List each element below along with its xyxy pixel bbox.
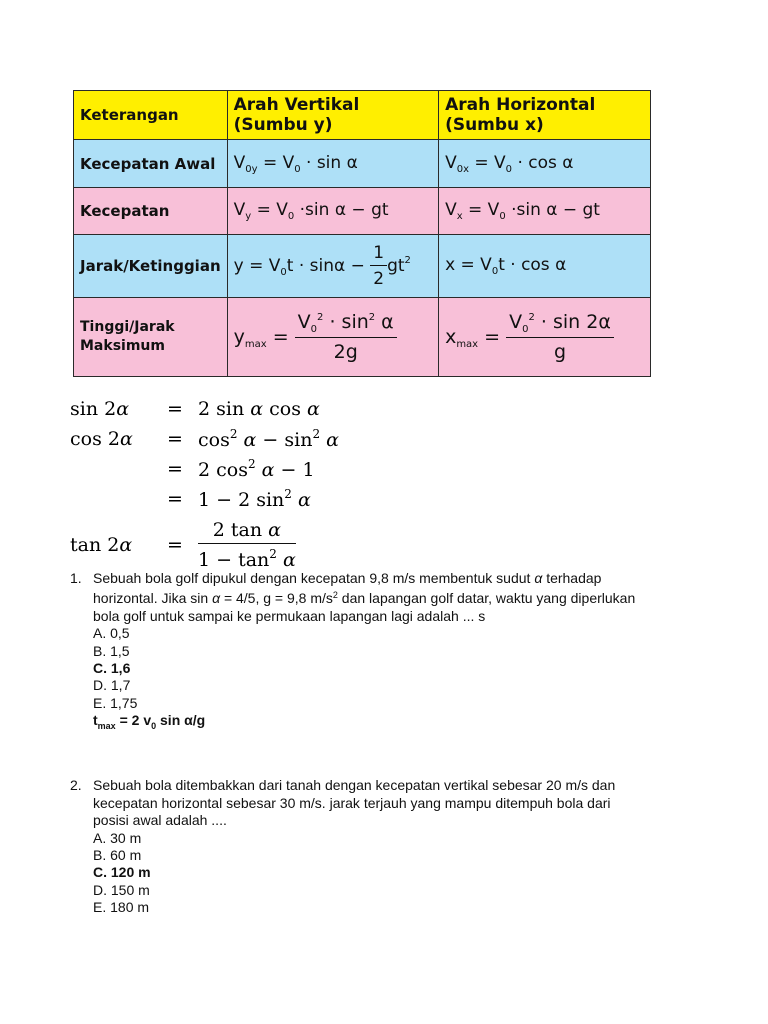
identity-tan2a: tan 2α = $\frac{\text{2 tan α}}{1 - \tan^2 \alpha}$ xyxy=(70,519,296,571)
option-e: E. 1,75 xyxy=(93,694,138,711)
option-c-correct: C. 1,6 xyxy=(93,660,131,677)
alpha-symbol: α xyxy=(534,570,543,586)
formula-vy: $V_y = V_0 \cdot\sin$ α − gt xyxy=(227,188,438,235)
row-label-line2: Maksimum xyxy=(80,338,165,354)
option-a: A. 30 m xyxy=(93,829,142,846)
table-row xyxy=(74,235,651,298)
row-label: Jarak/Ketinggian xyxy=(74,235,228,298)
question-text: posisi awal adalah .... xyxy=(93,812,227,829)
identity-cos2a: cos 2α = $\cos^2 \alpha - \sin^2 \alpha$ xyxy=(70,427,339,451)
question-text: terhadap xyxy=(546,570,602,586)
question-2 xyxy=(70,777,680,916)
row-label-line1: Tinggi/Jarak xyxy=(80,319,175,335)
option-a: A. 0,5 xyxy=(93,625,130,642)
table-row xyxy=(74,298,651,377)
question-text: horizontal. Jika sin xyxy=(93,590,209,607)
option-d: D. 150 m xyxy=(93,881,150,898)
header-vertical: Arah Vertikal (Sumbu y) xyxy=(227,91,438,140)
question-text: kecepatan horizontal sebesar 30 m/s. jarak terjauh yang mampu ditempuh bola dari xyxy=(93,794,611,811)
option-c-correct: C. 120 m xyxy=(93,864,151,881)
formula-y: $y = V_0t \cdot \sin\alpha$ − $\frac{1}{2}$ $gt^2$ xyxy=(227,235,438,298)
formula-ymax: $y_{max}$ = $\frac{V_0^2 \cdot \sin^2 \alpha}{2g}$ xyxy=(227,298,438,377)
row-label: Kecepatan Awal xyxy=(74,140,228,188)
formula-x: $x = V_0t \cdot \cos \alpha$ xyxy=(439,235,651,298)
identity-cos2a-alt1: = 2 $\cos^2 \alpha - 1$ xyxy=(167,457,315,481)
option-d: D. 1,7 xyxy=(93,677,131,694)
header-keterangan: Keterangan xyxy=(74,91,228,140)
option-e: E. 180 m xyxy=(93,899,150,916)
question-list xyxy=(70,570,680,917)
option-b: B. 60 m xyxy=(93,847,142,864)
option-b: B. 1,5 xyxy=(93,642,130,659)
table-row xyxy=(74,188,651,235)
question-body xyxy=(93,777,680,916)
identity-sin2a: sin 2α = 2 sin α cos α xyxy=(70,398,320,420)
formula-vx: $V_x = V_0 \cdot\sin$ α − gt xyxy=(439,188,651,235)
alpha-symbol: α xyxy=(212,590,221,607)
question-body: Sebuah bola golf dipukul dengan kecepatan 9,8 m/s membentuk sudut α terhadap horizontal. Jika sin α = 4/5, g = 9,8 $m/s^2$ dan lapangan golf datar, waktu yang diperlukan bola golf untuk sampai ke permukaan lapangan lagi adalah ... s A. 0,5 B. 1,5 C. 1,6 D. 1,7 E. 1,75 $t_{max} = 2$ $v_0$ sin α/g xyxy=(93,570,680,735)
formula-v0x: $V_{0x} = V_0 \cdot \cos \alpha$ xyxy=(439,140,651,188)
question-number: 1. xyxy=(70,570,82,586)
formula-xmax: $x_{max}$ = $\frac{V_0^2 \cdot \sin 2\alpha}{g}$ xyxy=(439,298,651,377)
question-1 xyxy=(70,570,680,735)
row-label: Kecepatan xyxy=(74,188,228,235)
question-text: Sebuah bola ditembakkan dari tanah dengan kecepatan vertikal sebesar 20 m/s dan xyxy=(93,777,616,794)
table-header-row xyxy=(74,91,651,140)
table-row xyxy=(74,140,651,188)
formula-v0y: $V_{0y} = V_0 \cdot \sin \alpha$ xyxy=(227,140,438,188)
question-number: 2. xyxy=(70,777,82,794)
question-text: = 4/5, g = 9,8 m/s xyxy=(223,590,333,607)
header-horizontal: Arah Horizontal (Sumbu x) xyxy=(439,91,651,140)
identity-cos2a-alt2: = 1 − 2 $\sin^2 \alpha$ xyxy=(167,487,311,511)
question-text: Sebuah bola golf dipukul dengan kecepatan 9,8 m/s membentuk sudut xyxy=(93,570,531,586)
question-text: dan lapangan golf datar, waktu yang diperlukan xyxy=(341,590,636,607)
question-text: bola golf untuk sampai ke permukaan lapangan lagi adalah ... s xyxy=(93,607,486,624)
kinematics-formula-table xyxy=(73,90,651,377)
answer-hint: $t_{max} = 2$ $v_0$ sin α/g xyxy=(93,712,206,732)
double-angle-identities xyxy=(70,394,339,574)
row-label xyxy=(74,298,228,377)
